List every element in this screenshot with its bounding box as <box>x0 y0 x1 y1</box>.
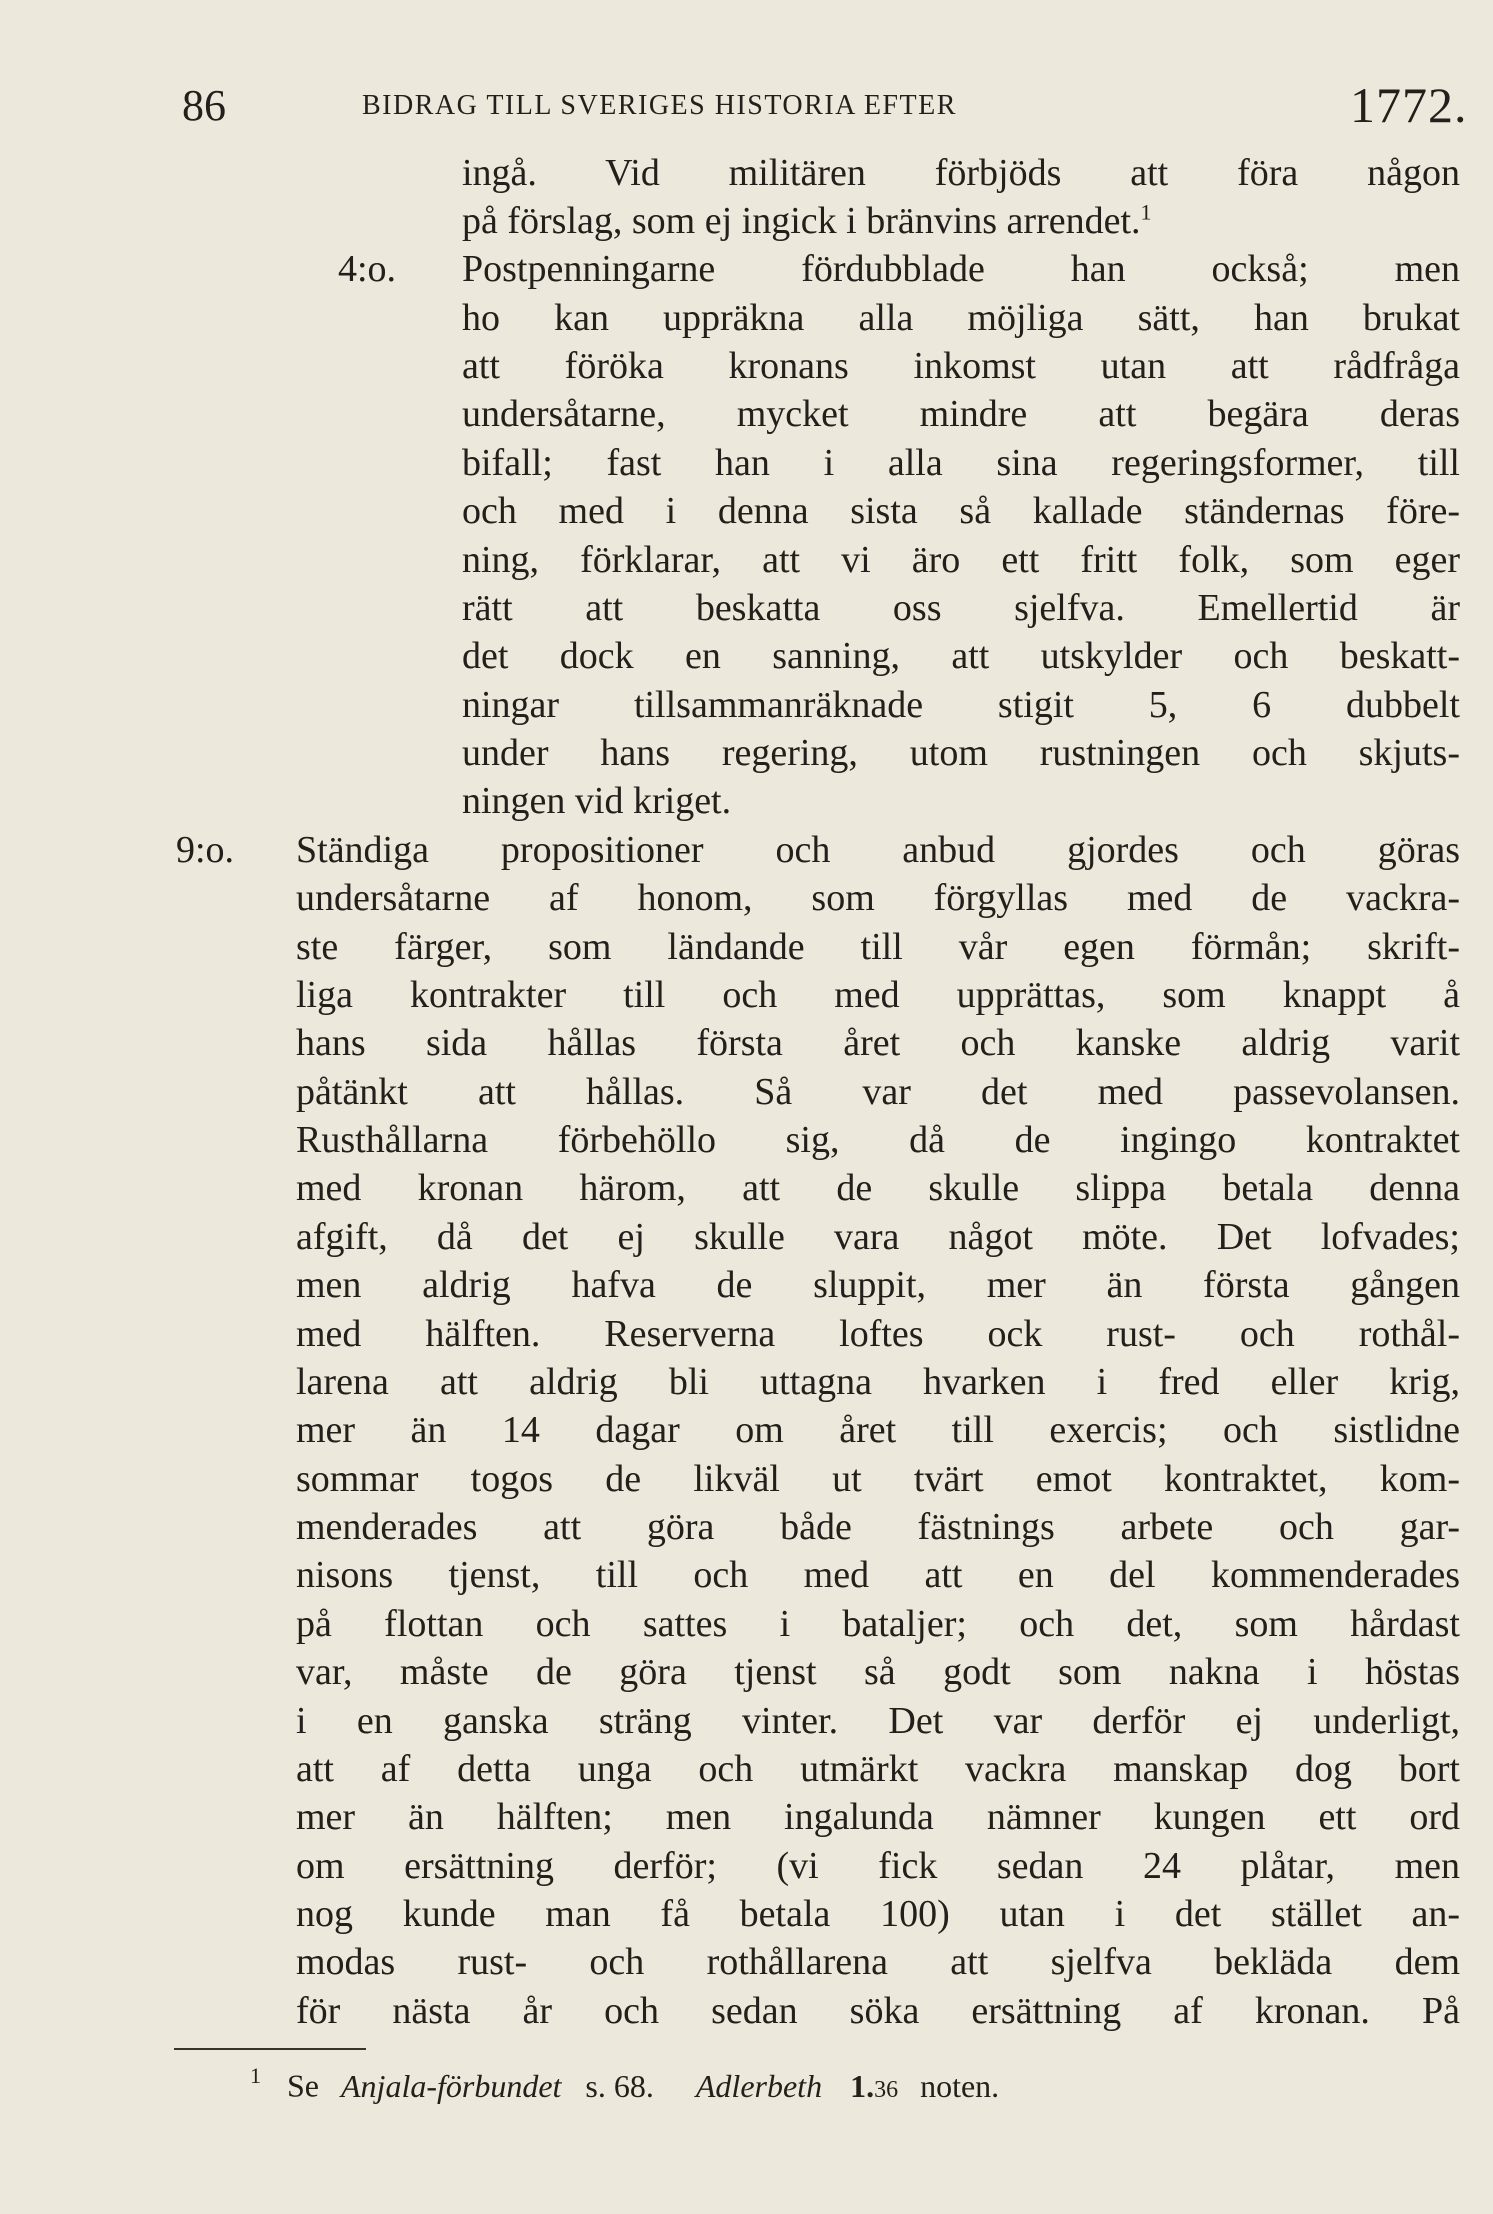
text-line: modas rust- och rothållarena att sjelfva bekläda dem <box>296 1941 1460 1983</box>
text-line: Rusthållarna förbehöllo sig, då de ingingo kontraktet <box>296 1119 1460 1161</box>
text-line: afgift, då det ej skulle vara något möte. Det lofvades; <box>296 1216 1460 1258</box>
text-line: nog kunde man få betala 100) utan i det stället an- <box>296 1893 1460 1935</box>
text-line: hans sida hållas första året och kanske aldrig varit <box>296 1022 1460 1064</box>
text-line: ho kan uppräkna alla möjliga sätt, han brukat <box>462 297 1460 339</box>
text-line: att af detta unga och utmärkt vackra manskap dog bort <box>296 1748 1460 1790</box>
text-line: sommar togos de likväl ut tvärt emot kontraktet, kom- <box>296 1458 1460 1500</box>
text-line: larena att aldrig bli uttagna hvarken i fred eller krig, <box>296 1361 1460 1403</box>
text-line: med hälften. Reserverna loftes ock rust- och rothål- <box>296 1313 1460 1355</box>
footnote <box>250 2056 999 2112</box>
text-line: med kronan härom, att de skulle slippa betala denna <box>296 1167 1460 1209</box>
footnote-author: Adlerbeth <box>695 2067 823 2104</box>
text-line: mer än 14 dagar om året till exercis; och sistlidne <box>296 1409 1460 1451</box>
text-line: liga kontrakter till och med upprättas, som knappt å <box>296 974 1460 1016</box>
text-line: Postpenningarne fördubblade han också; men <box>462 248 1460 290</box>
text-line: det dock en sanning, att utskylder och beskatt- <box>462 635 1460 677</box>
text-line: om ersättning derför; (vi fick sedan 24 plåtar, men <box>296 1845 1460 1887</box>
text-line: ningar tillsammanräknade stigit 5, 6 dubbelt <box>462 684 1460 726</box>
text-line: rätt att beskatta oss sjelfva. Emellertid är <box>462 587 1460 629</box>
text-line: var, måste de göra tjenst så godt som nakna i höstas <box>296 1651 1460 1693</box>
text-line: på flottan och sattes i bataljer; och det, som hårdast <box>296 1603 1460 1645</box>
footnote-divider <box>174 2048 366 2050</box>
text-line: ningen vid kriget. <box>462 780 732 822</box>
text-line: undersåtarne, mycket mindre att begära deras <box>462 393 1460 435</box>
footnote-page-ref: s. 68. <box>585 2067 654 2104</box>
text-line: på förslag, som ej ingick i bränvins arrendet. <box>462 200 1141 242</box>
text-line: i en ganska sträng vinter. Det var derför ej underligt, <box>296 1700 1460 1742</box>
text-line: för nästa år och sedan söka ersättning af kronan. På <box>296 1990 1460 2032</box>
text-line: bifall; fast han i alla sina regeringsformer, till <box>462 442 1460 484</box>
footnote-page: 36 <box>874 2076 899 2103</box>
footnote-mark: 1 <box>250 2063 261 2088</box>
footnote-reference: 1 <box>1140 199 1152 225</box>
text-line: och med i denna sista så kallade ständernas före- <box>462 490 1460 532</box>
footnote-see: Se <box>287 2067 319 2104</box>
footnote-volume: 1. <box>850 2067 875 2104</box>
text-line: men aldrig hafva de sluppit, mer än första gången <box>296 1264 1460 1306</box>
text-line: nisons tjenst, till och med att en del kommenderades <box>296 1554 1460 1596</box>
text-line-with-note <box>462 197 1460 245</box>
item-label-9: 9:o. <box>176 829 235 871</box>
item-label-4: 4:o. <box>338 248 397 290</box>
text-line: mer än hälften; men ingalunda nämner kungen ett ord <box>296 1796 1460 1838</box>
footnote-note: noten. <box>920 2067 1000 2104</box>
text-line: Ständiga propositioner och anbud gjordes och göras <box>296 829 1460 871</box>
running-year: 1772. <box>1350 77 1468 133</box>
text-line: att föröka kronans inkomst utan att rådfråga <box>462 345 1460 387</box>
text-line: påtänkt att hållas. Så var det med passevolansen. <box>296 1071 1460 1113</box>
text-line: ingå. Vid militären förbjöds att föra någon <box>462 152 1460 194</box>
text-line: ste färger, som ländande till vår egen förmån; skrift- <box>296 926 1460 968</box>
text-line: under hans regering, utom rustningen och skjuts- <box>462 732 1460 774</box>
page-number: 86 <box>182 81 226 130</box>
text-line: ning, förklarar, att vi äro ett fritt folk, som eger <box>462 539 1460 581</box>
text-line: menderades att göra både fästnings arbete och gar- <box>296 1506 1460 1548</box>
footnote-work-title: Anjala-förbundet <box>341 2067 562 2104</box>
text-line: undersåtarne af honom, som förgyllas med de vackra- <box>296 877 1460 919</box>
running-title: BIDRAG TILL SVERIGES HISTORIA EFTER <box>362 90 957 121</box>
running-head <box>182 74 1468 134</box>
